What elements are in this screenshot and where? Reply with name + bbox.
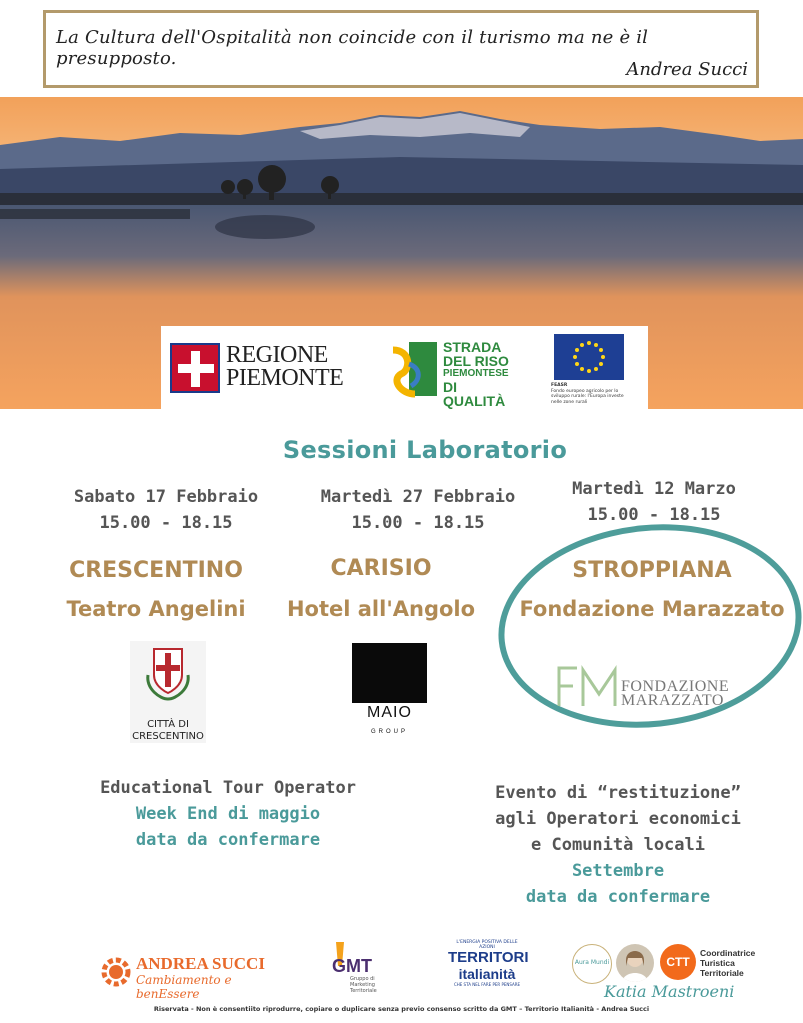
session-crescentino (60, 484, 272, 536)
eu-feasr-logo (551, 334, 629, 404)
quote-author: Andrea Succi (626, 59, 748, 80)
session-city: CARISIO (330, 556, 432, 581)
piemonte-flag-icon (170, 343, 220, 393)
session-date: Sabato 17 Febbraio (73, 487, 259, 507)
session-time: 15.00 - 18.15 (587, 505, 721, 525)
fondazione-marazzato-logo (555, 664, 735, 710)
regione-piemonte-text: REGIONE PIEMONTE (226, 342, 344, 391)
quote-box (43, 10, 759, 88)
session-venue: Fondazione Marazzato (519, 597, 785, 621)
territori-italianita-logo: L'ENERGIA POSITIVA DELLE AZIONI TERRITORI italianità CHE STA NEL FARE PER PENSARE (448, 940, 529, 987)
fm-monogram-icon (555, 664, 621, 708)
eu-caption: FEASR Fondo europeo agricolo per lo sviluppo rurale: l'Europa investe nelle zone rurali (551, 383, 624, 405)
crescentino-logo (130, 641, 206, 743)
session-city: STROPPIANA (572, 558, 732, 583)
session-date: Martedì 27 Febbraio (320, 487, 516, 507)
quote-text: La Cultura dell'Ospitalità non coincide con il turismo ma ne è il presupposto. (56, 27, 649, 69)
gmt-logo: GMT Gruppo di Marketing Territoriale (328, 940, 398, 996)
avatar (616, 944, 654, 982)
sponsor-logo-strip (161, 326, 648, 410)
section-title: Sessioni Laboratorio (282, 436, 568, 464)
footer-note: Riservata - Non è consentiito riprodurre, copiare o duplicare senza previo consenso scritto da GMT – Territorio Italianità - Andrea Succi (153, 1005, 650, 1013)
signature: Katia Mastroeni (604, 982, 735, 1001)
ctt-logo: CTT (660, 944, 696, 980)
session-time: 15.00 - 18.15 (351, 513, 485, 533)
session-city: CRESCENTINO (69, 558, 243, 583)
fondazione-marazzato-text: FONDAZIONE MARAZZATO (621, 678, 730, 709)
regione-piemonte-logo (170, 340, 344, 396)
session-date: Martedì 12 Marzo (572, 479, 736, 499)
educational-tour-block: Educational Tour Operator Week End di maggio data da confermare (100, 778, 356, 850)
session-stroppiana (544, 476, 764, 528)
strada-del-riso-logo (391, 339, 521, 409)
aura-mundi-logo: Aura Mundi (572, 944, 612, 984)
session-time: 15.00 - 18.15 (99, 513, 233, 533)
session-venue: Teatro Angelini (66, 597, 246, 621)
strada-del-riso-text: STRADA DEL RISO PIEMONTESE DI QUALITÀ (443, 339, 509, 409)
session-venue: Hotel all'Angolo (286, 597, 476, 621)
strada-del-riso-icon (391, 340, 439, 398)
session-carisio (302, 484, 534, 536)
evento-restituzione-block: Evento di “restituzione” agli Operatori economici e Comunità locali Settembre data da confermare (495, 783, 741, 907)
maio-group-logo: MAIO GROUP (352, 643, 427, 741)
crescentino-logo-text: CITTÀ DI CRESCENTINO (132, 719, 204, 742)
gear-heart-icon (100, 956, 132, 988)
ctt-text: Coordinatrice Turistica Territoriale (700, 948, 756, 978)
eu-flag-icon (554, 334, 624, 380)
crescentino-crest-icon (130, 645, 206, 705)
andrea-succi-logo: ANDREA SUCCI Cambiamento e benEssere (100, 952, 275, 992)
